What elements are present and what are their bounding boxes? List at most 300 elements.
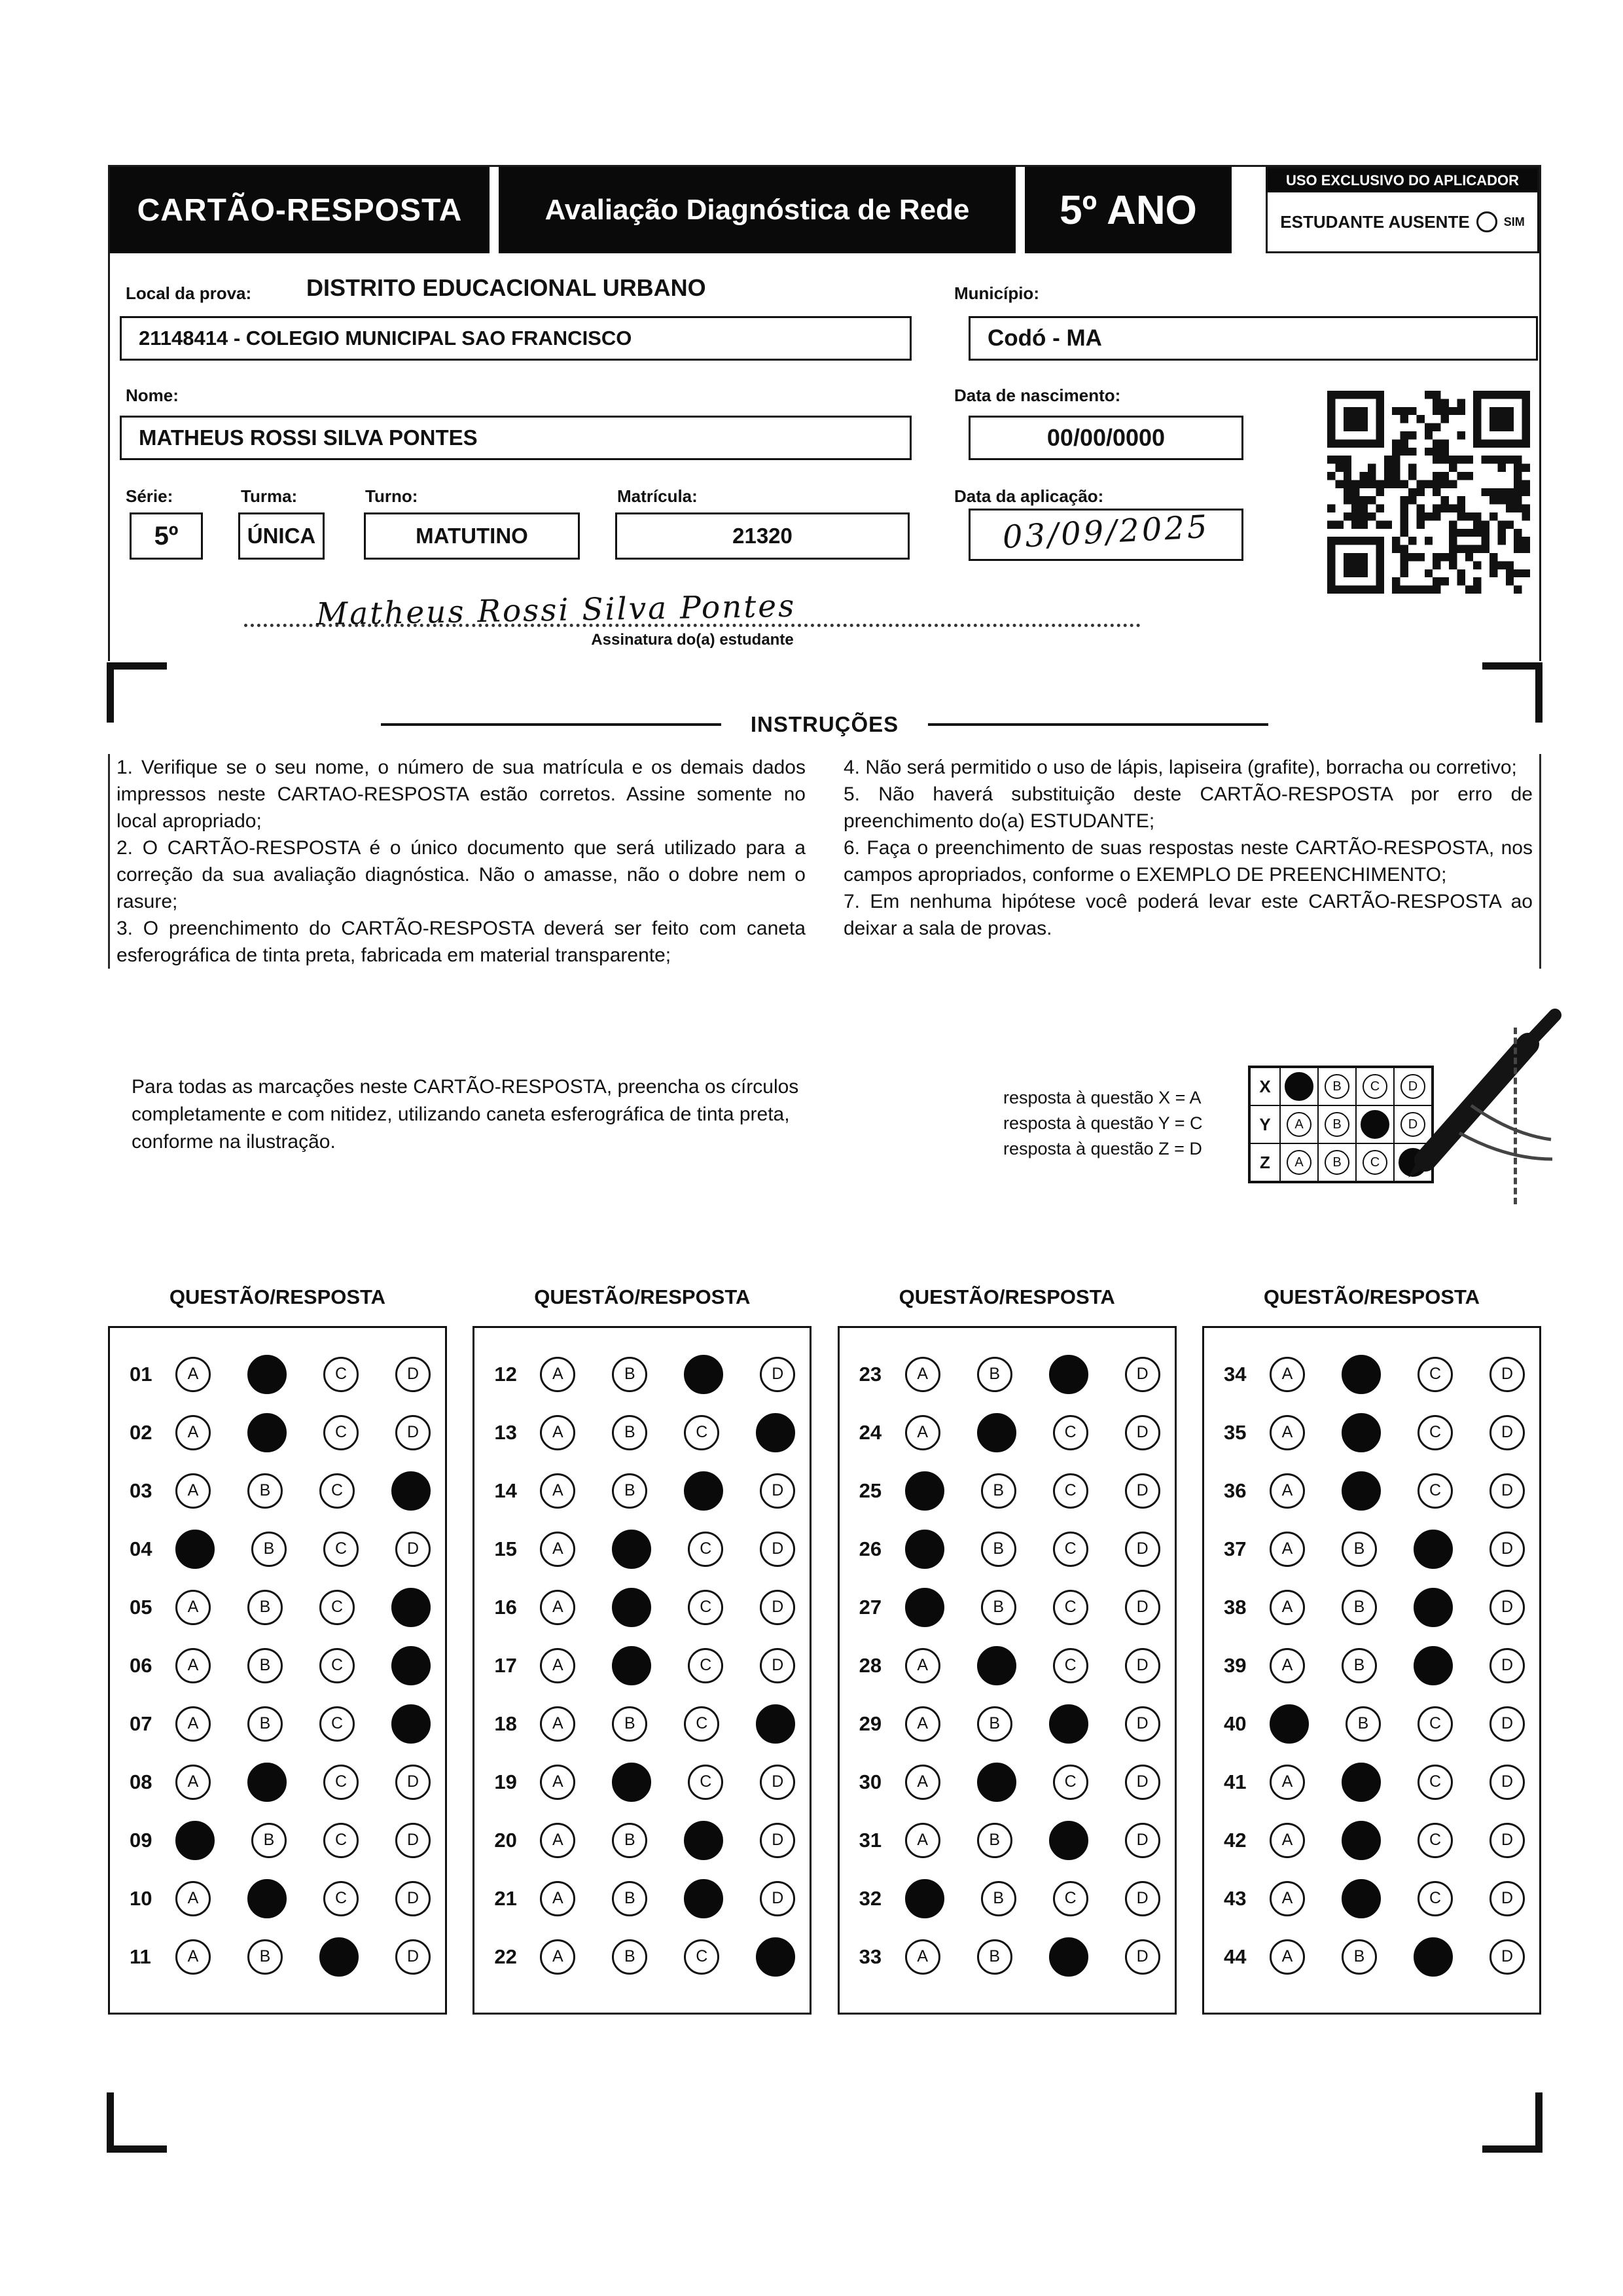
answer-column-box	[838, 1326, 1177, 2015]
answer-bubble[interactable]: C	[684, 1706, 719, 1742]
answer-bubble[interactable]: D	[1489, 1357, 1525, 1392]
question-row	[474, 1403, 810, 1462]
answer-column-header: QUESTÃO/RESPOSTA	[1263, 1285, 1480, 1308]
question-number: 36	[1223, 1479, 1247, 1502]
answer-bubble[interactable]: C	[1418, 1881, 1453, 1916]
answer-column-box	[1202, 1326, 1541, 2015]
answer-bubble[interactable]: A	[540, 1415, 575, 1450]
question-row	[840, 1695, 1175, 1753]
question-number: 03	[130, 1479, 152, 1502]
marked-answer-bubble[interactable]	[247, 1413, 287, 1452]
aplicacao-value-handwritten: 03/09/2025	[1001, 508, 1211, 556]
question-row	[474, 1520, 810, 1578]
answer-bubble[interactable]: C	[1418, 1473, 1453, 1509]
question-number: 23	[859, 1362, 882, 1386]
answer-bubble[interactable]: C	[323, 1357, 359, 1392]
answer-bubble[interactable]: A	[175, 1765, 211, 1800]
marked-answer-bubble[interactable]	[391, 1704, 431, 1744]
example-question-label: Z	[1250, 1143, 1280, 1181]
answer-bubble[interactable]: D	[395, 1881, 431, 1916]
turno-label: Turno:	[365, 486, 418, 506]
nascimento-label: Data de nascimento:	[954, 386, 1121, 405]
answer-bubble[interactable]: D	[760, 1532, 795, 1567]
marked-answer-bubble[interactable]	[977, 1646, 1016, 1685]
answer-bubble[interactable]: B	[247, 1939, 283, 1975]
marked-answer-bubble[interactable]	[756, 1937, 795, 1977]
example-option-bubble: D	[1400, 1074, 1425, 1099]
question-number: 30	[859, 1770, 882, 1793]
answer-bubble[interactable]: B	[977, 1939, 1012, 1975]
marked-answer-bubble[interactable]	[1342, 1879, 1381, 1918]
answer-bubble[interactable]: D	[1125, 1765, 1160, 1800]
signature-handwriting: Matheus Rossi Silva Pontes	[315, 588, 796, 633]
answer-bubble[interactable]: C	[1053, 1881, 1088, 1916]
marked-answer-bubble[interactable]	[977, 1413, 1016, 1452]
answer-bubble[interactable]: B	[612, 1415, 647, 1450]
answer-bubble[interactable]: A	[1270, 1823, 1305, 1858]
answer-bubble[interactable]: A	[1270, 1473, 1305, 1509]
grade-badge: 5º ANO	[1025, 167, 1232, 253]
answer-bubble[interactable]: A	[1270, 1765, 1305, 1800]
answer-bubble[interactable]: C	[323, 1532, 359, 1567]
answer-bubble[interactable]: A	[175, 1706, 211, 1742]
answer-bubble[interactable]: D	[395, 1357, 431, 1392]
answer-bubble[interactable]: B	[977, 1706, 1012, 1742]
answer-bubble[interactable]: C	[323, 1415, 359, 1450]
marked-answer-bubble[interactable]	[756, 1704, 795, 1744]
example-option-cell	[1280, 1105, 1318, 1143]
answer-bubble[interactable]: D	[1125, 1415, 1160, 1450]
answer-bubble[interactable]: D	[1125, 1473, 1160, 1509]
answer-bubble[interactable]: D	[1125, 1823, 1160, 1858]
answer-bubble[interactable]: B	[612, 1881, 647, 1916]
question-row	[474, 1695, 810, 1753]
marked-answer-bubble[interactable]	[1049, 1355, 1088, 1394]
answer-bubble[interactable]: A	[540, 1532, 575, 1567]
signature-caption: Assinatura do(a) estudante	[591, 631, 794, 649]
answer-bubble[interactable]: A	[1270, 1590, 1305, 1625]
marked-answer-bubble[interactable]	[684, 1879, 723, 1918]
question-number: 20	[494, 1828, 517, 1852]
question-row	[840, 1811, 1175, 1869]
example-caption: resposta à questão Y = C	[1003, 1113, 1203, 1133]
answer-bubble[interactable]: A	[905, 1415, 940, 1450]
question-number: 16	[494, 1595, 517, 1619]
marked-answer-bubble[interactable]	[684, 1355, 723, 1394]
marked-answer-bubble[interactable]	[612, 1646, 651, 1685]
marked-answer-bubble[interactable]	[391, 1646, 431, 1685]
question-number: 24	[859, 1420, 882, 1444]
instruction-item: 1. Verifique se o seu nome, o número de sua matrícula e os demais dados impressos neste CARTAO-RESPOSTA estão corretos. Assine somente no local apropriado;	[116, 757, 806, 832]
marked-answer-bubble[interactable]	[1049, 1821, 1088, 1860]
answer-bubble[interactable]: A	[540, 1706, 575, 1742]
answer-bubble[interactable]: B	[981, 1881, 1016, 1916]
example-option-cell	[1280, 1143, 1318, 1181]
answer-bubble[interactable]: A	[175, 1357, 211, 1392]
answer-bubble[interactable]: C	[1053, 1590, 1088, 1625]
question-number: 14	[494, 1479, 517, 1502]
question-row	[110, 1520, 445, 1578]
marking-example-section	[108, 1068, 1541, 1265]
example-option-bubble: B	[1325, 1074, 1349, 1099]
marked-answer-bubble[interactable]	[612, 1588, 651, 1627]
student-absent-label: ESTUDANTE AUSENTE	[1280, 211, 1470, 232]
marked-answer-bubble[interactable]	[684, 1821, 723, 1860]
question-row	[474, 1462, 810, 1520]
answer-bubble[interactable]: C	[323, 1823, 359, 1858]
nascimento-field	[969, 416, 1243, 460]
answer-bubble[interactable]: C	[319, 1648, 355, 1683]
answer-bubble[interactable]: D	[760, 1473, 795, 1509]
answer-bubble[interactable]: C	[688, 1590, 723, 1625]
question-row	[474, 1345, 810, 1403]
answer-bubble[interactable]: B	[1342, 1532, 1377, 1567]
question-number: 38	[1223, 1595, 1247, 1619]
corner-bracket-bottom-right	[1482, 2092, 1543, 2153]
instructions-columns	[108, 754, 1541, 969]
question-number: 34	[1223, 1362, 1247, 1386]
answer-bubble[interactable]: B	[612, 1706, 647, 1742]
marked-answer-bubble[interactable]	[1414, 1937, 1453, 1977]
answer-bubble[interactable]: A	[905, 1765, 940, 1800]
answer-column	[838, 1285, 1177, 2015]
example-option-bubble: C	[1363, 1150, 1387, 1175]
answer-bubble[interactable]: C	[319, 1473, 355, 1509]
answer-bubble[interactable]: C	[319, 1706, 355, 1742]
marked-answer-bubble[interactable]	[1342, 1763, 1381, 1802]
answer-bubble[interactable]: C	[1053, 1532, 1088, 1567]
answer-bubble[interactable]: A	[540, 1881, 575, 1916]
answer-bubble[interactable]: D	[1489, 1590, 1525, 1625]
answer-bubble[interactable]: C	[1418, 1706, 1453, 1742]
student-absent-option-label: SIM	[1503, 215, 1525, 228]
answer-bubble[interactable]: D	[1125, 1357, 1160, 1392]
answer-bubble[interactable]: D	[1125, 1939, 1160, 1975]
answer-bubble[interactable]: C	[323, 1765, 359, 1800]
answer-bubble[interactable]: D	[1489, 1648, 1525, 1683]
question-number: 37	[1223, 1537, 1247, 1560]
answer-bubble[interactable]: C	[319, 1590, 355, 1625]
answer-column-header: QUESTÃO/RESPOSTA	[169, 1285, 386, 1308]
question-row	[840, 1636, 1175, 1695]
question-row	[474, 1578, 810, 1636]
marked-answer-bubble[interactable]	[1414, 1646, 1453, 1685]
question-row	[110, 1636, 445, 1695]
answer-bubble[interactable]: B	[1342, 1939, 1377, 1975]
question-row	[840, 1403, 1175, 1462]
answer-bubble[interactable]: B	[981, 1532, 1016, 1567]
scanned-answer-sheet	[108, 165, 1541, 2194]
answer-bubble[interactable]: B	[1346, 1706, 1381, 1742]
question-number: 12	[494, 1362, 517, 1386]
marked-answer-bubble[interactable]	[247, 1763, 287, 1802]
answer-bubble[interactable]: A	[175, 1648, 211, 1683]
example-option-cell	[1356, 1105, 1394, 1143]
example-option-bubble: C	[1363, 1074, 1387, 1099]
answer-bubble[interactable]: B	[977, 1823, 1012, 1858]
question-row	[1204, 1462, 1539, 1520]
answer-bubble[interactable]: D	[1125, 1706, 1160, 1742]
question-row	[840, 1345, 1175, 1403]
question-row	[840, 1578, 1175, 1636]
question-number: 05	[130, 1595, 152, 1619]
question-row	[1204, 1928, 1539, 1986]
marked-answer-bubble[interactable]	[1049, 1704, 1088, 1744]
answer-bubble[interactable]: A	[540, 1473, 575, 1509]
header-section	[108, 165, 1541, 661]
answer-bubble[interactable]: D	[760, 1590, 795, 1625]
answer-bubble[interactable]: C	[684, 1939, 719, 1975]
example-option-bubble: B	[1325, 1112, 1349, 1137]
answer-bubble[interactable]: B	[251, 1823, 287, 1858]
answer-bubble[interactable]: C	[323, 1881, 359, 1916]
answer-bubble[interactable]: A	[905, 1648, 940, 1683]
marked-answer-bubble[interactable]	[756, 1413, 795, 1452]
answer-bubble[interactable]: A	[175, 1415, 211, 1450]
question-number: 11	[130, 1945, 151, 1968]
answer-bubble[interactable]: A	[1270, 1939, 1305, 1975]
answer-bubble[interactable]: A	[1270, 1357, 1305, 1392]
answer-bubble[interactable]: C	[688, 1532, 723, 1567]
answer-bubble[interactable]: D	[1489, 1939, 1525, 1975]
answer-bubble[interactable]: D	[1125, 1532, 1160, 1567]
question-row	[1204, 1753, 1539, 1811]
marked-answer-bubble[interactable]	[1414, 1588, 1453, 1627]
question-number: 01	[130, 1362, 152, 1386]
marked-answer-bubble[interactable]	[247, 1355, 287, 1394]
question-number: 26	[859, 1537, 882, 1560]
marked-answer-bubble[interactable]	[391, 1471, 431, 1511]
student-absent-bubble[interactable]	[1476, 211, 1497, 232]
turma-field	[238, 512, 325, 560]
corner-bracket-bottom-left	[107, 2092, 167, 2153]
matricula-label: Matrícula:	[617, 486, 698, 506]
marked-answer-bubble[interactable]	[1342, 1355, 1381, 1394]
answer-bubble[interactable]: B	[247, 1706, 283, 1742]
question-row	[1204, 1695, 1539, 1753]
matricula-field	[615, 512, 910, 560]
answer-bubble[interactable]: B	[612, 1357, 647, 1392]
answer-bubble[interactable]: D	[1125, 1648, 1160, 1683]
answer-bubble[interactable]: A	[1270, 1881, 1305, 1916]
serie-value: 5º	[154, 521, 179, 550]
question-number: 10	[130, 1886, 152, 1910]
answer-bubble[interactable]: A	[1270, 1415, 1305, 1450]
answer-bubble[interactable]: A	[540, 1648, 575, 1683]
answer-bubble[interactable]: C	[1053, 1648, 1088, 1683]
answer-bubble[interactable]: A	[540, 1765, 575, 1800]
example-captions	[1003, 1085, 1202, 1162]
question-number: 09	[130, 1828, 152, 1852]
question-number: 21	[494, 1886, 517, 1910]
instructions-heading	[108, 712, 1541, 737]
answer-bubble[interactable]: C	[688, 1648, 723, 1683]
answer-bubble[interactable]: B	[977, 1357, 1012, 1392]
answer-bubble[interactable]: D	[1489, 1706, 1525, 1742]
instruction-item: 3. O preenchimento do CARTÃO-RESPOSTA deverá ser feito com caneta esferográfica de tinta preta, fabricada em material transparente;	[116, 918, 806, 966]
answer-bubble[interactable]: C	[1418, 1415, 1453, 1450]
marked-answer-bubble[interactable]	[612, 1530, 651, 1569]
answer-bubble[interactable]: B	[981, 1473, 1016, 1509]
answer-bubble[interactable]: D	[760, 1765, 795, 1800]
answer-bubble[interactable]: D	[760, 1648, 795, 1683]
question-number: 28	[859, 1653, 882, 1677]
answer-bubble[interactable]: B	[247, 1473, 283, 1509]
answer-bubble[interactable]: B	[1342, 1590, 1377, 1625]
marked-answer-bubble[interactable]	[612, 1763, 651, 1802]
example-option-bubble: A	[1287, 1112, 1311, 1137]
marked-answer-bubble[interactable]	[1342, 1821, 1381, 1860]
answer-bubble[interactable]: D	[395, 1532, 431, 1567]
marked-answer-bubble[interactable]	[1270, 1704, 1309, 1744]
question-row	[840, 1753, 1175, 1811]
question-row	[1204, 1345, 1539, 1403]
example-caption: resposta à questão X = A	[1003, 1088, 1202, 1107]
answer-column	[108, 1285, 447, 2015]
answer-bubble[interactable]: D	[1489, 1823, 1525, 1858]
answer-bubble[interactable]: C	[1053, 1415, 1088, 1450]
answer-bubble[interactable]: D	[760, 1357, 795, 1392]
marked-answer-bubble[interactable]	[977, 1763, 1016, 1802]
answer-bubble[interactable]: D	[1489, 1765, 1525, 1800]
answer-bubble[interactable]: A	[175, 1473, 211, 1509]
answer-bubble[interactable]: A	[905, 1706, 940, 1742]
answer-bubble[interactable]: C	[1418, 1823, 1453, 1858]
answer-bubble[interactable]: A	[175, 1939, 211, 1975]
question-number: 22	[494, 1945, 517, 1968]
answer-bubble[interactable]: C	[1418, 1357, 1453, 1392]
answer-bubble[interactable]: A	[1270, 1648, 1305, 1683]
answer-bubble[interactable]: C	[1053, 1765, 1088, 1800]
question-row	[110, 1811, 445, 1869]
example-option-cell	[1318, 1143, 1356, 1181]
question-row	[1204, 1869, 1539, 1928]
marked-answer-bubble[interactable]	[905, 1530, 944, 1569]
answer-bubble[interactable]: A	[175, 1881, 211, 1916]
question-row	[1204, 1403, 1539, 1462]
answer-bubble[interactable]: A	[540, 1590, 575, 1625]
answer-bubble[interactable]: D	[395, 1823, 431, 1858]
question-number: 41	[1223, 1770, 1247, 1793]
marked-answer-bubble[interactable]	[1049, 1937, 1088, 1977]
marked-answer-bubble[interactable]	[391, 1588, 431, 1627]
answer-bubble[interactable]: D	[1489, 1473, 1525, 1509]
answer-bubble[interactable]: C	[1053, 1473, 1088, 1509]
answer-column-header: QUESTÃO/RESPOSTA	[899, 1285, 1115, 1308]
answer-bubble[interactable]: A	[905, 1357, 940, 1392]
divider-line	[381, 723, 721, 726]
school-value: 21148414 - COLEGIO MUNICIPAL SAO FRANCISCO	[139, 327, 632, 350]
question-number: 07	[130, 1712, 152, 1735]
question-number: 27	[859, 1595, 882, 1619]
answer-bubble[interactable]: B	[981, 1590, 1016, 1625]
example-option-bubble: D	[1400, 1112, 1425, 1137]
marked-answer-bubble[interactable]	[1414, 1530, 1453, 1569]
answer-bubble[interactable]: D	[760, 1881, 795, 1916]
marked-answer-bubble[interactable]	[175, 1821, 215, 1860]
answer-bubble[interactable]: D	[1489, 1881, 1525, 1916]
exam-title: Avaliação Diagnóstica de Rede	[499, 167, 1016, 253]
answer-bubble[interactable]: A	[175, 1590, 211, 1625]
answer-column-header: QUESTÃO/RESPOSTA	[534, 1285, 751, 1308]
answer-bubble[interactable]: B	[247, 1590, 283, 1625]
question-row	[840, 1928, 1175, 1986]
signature-area	[244, 588, 1141, 649]
answer-bubble[interactable]: A	[540, 1939, 575, 1975]
marked-answer-bubble[interactable]	[905, 1588, 944, 1627]
nome-value: MATHEUS ROSSI SILVA PONTES	[139, 425, 478, 450]
answer-bubble[interactable]: D	[395, 1415, 431, 1450]
question-number: 42	[1223, 1828, 1247, 1852]
question-number: 18	[494, 1712, 517, 1735]
hand-with-pen-illustration	[1394, 1006, 1571, 1196]
answer-bubble[interactable]: D	[1125, 1590, 1160, 1625]
answer-bubble[interactable]: D	[1125, 1881, 1160, 1916]
turma-label: Turma:	[241, 486, 298, 506]
answer-bubble[interactable]: A	[540, 1823, 575, 1858]
question-row	[840, 1520, 1175, 1578]
answer-bubble[interactable]: C	[1418, 1765, 1453, 1800]
nome-field	[120, 416, 912, 460]
instruction-item: 4. Não será permitido o uso de lápis, lapiseira (grafite), borracha ou corretivo;	[844, 757, 1517, 778]
question-row	[474, 1869, 810, 1928]
question-row	[110, 1462, 445, 1520]
serie-field	[130, 512, 203, 560]
answer-bubble[interactable]: C	[684, 1415, 719, 1450]
matricula-value: 21320	[732, 524, 793, 548]
answer-bubble[interactable]: D	[395, 1939, 431, 1975]
question-row	[110, 1403, 445, 1462]
example-option-bubble: A	[1287, 1150, 1311, 1175]
example-caption: resposta à questão Z = D	[1003, 1139, 1202, 1158]
answer-bubble[interactable]: B	[1342, 1648, 1377, 1683]
example-filled-bubble	[1285, 1072, 1313, 1101]
answer-bubble[interactable]: A	[905, 1939, 940, 1975]
answer-bubble[interactable]: D	[1489, 1532, 1525, 1567]
question-row	[474, 1753, 810, 1811]
turno-field	[364, 512, 580, 560]
answer-bubble[interactable]: A	[905, 1823, 940, 1858]
local-value: DISTRITO EDUCACIONAL URBANO	[306, 274, 706, 301]
answer-bubble[interactable]: B	[612, 1939, 647, 1975]
divider-line	[928, 723, 1268, 726]
answer-column-box	[108, 1326, 447, 2015]
answer-bubble[interactable]: B	[612, 1823, 647, 1858]
answer-bubble[interactable]: B	[247, 1648, 283, 1683]
marked-answer-bubble[interactable]	[1342, 1413, 1381, 1452]
answer-bubble[interactable]: B	[251, 1532, 287, 1567]
marked-answer-bubble[interactable]	[905, 1471, 944, 1511]
question-row	[110, 1695, 445, 1753]
municipio-label: Município:	[954, 283, 1039, 303]
answer-bubble[interactable]: A	[1270, 1532, 1305, 1567]
question-number: 04	[130, 1537, 152, 1560]
marked-answer-bubble[interactable]	[319, 1937, 359, 1977]
answer-bubble[interactable]: A	[540, 1357, 575, 1392]
answer-bubble[interactable]: D	[395, 1765, 431, 1800]
marked-answer-bubble[interactable]	[1342, 1471, 1381, 1511]
answer-bubble[interactable]: D	[1489, 1415, 1525, 1450]
question-row	[110, 1753, 445, 1811]
marked-answer-bubble[interactable]	[905, 1879, 944, 1918]
answer-bubble[interactable]: C	[688, 1765, 723, 1800]
answer-bubble[interactable]: B	[612, 1473, 647, 1509]
answer-bubble[interactable]: D	[760, 1823, 795, 1858]
marked-answer-bubble[interactable]	[684, 1471, 723, 1511]
marked-answer-bubble[interactable]	[175, 1530, 215, 1569]
marked-answer-bubble[interactable]	[247, 1879, 287, 1918]
question-row	[110, 1928, 445, 1986]
